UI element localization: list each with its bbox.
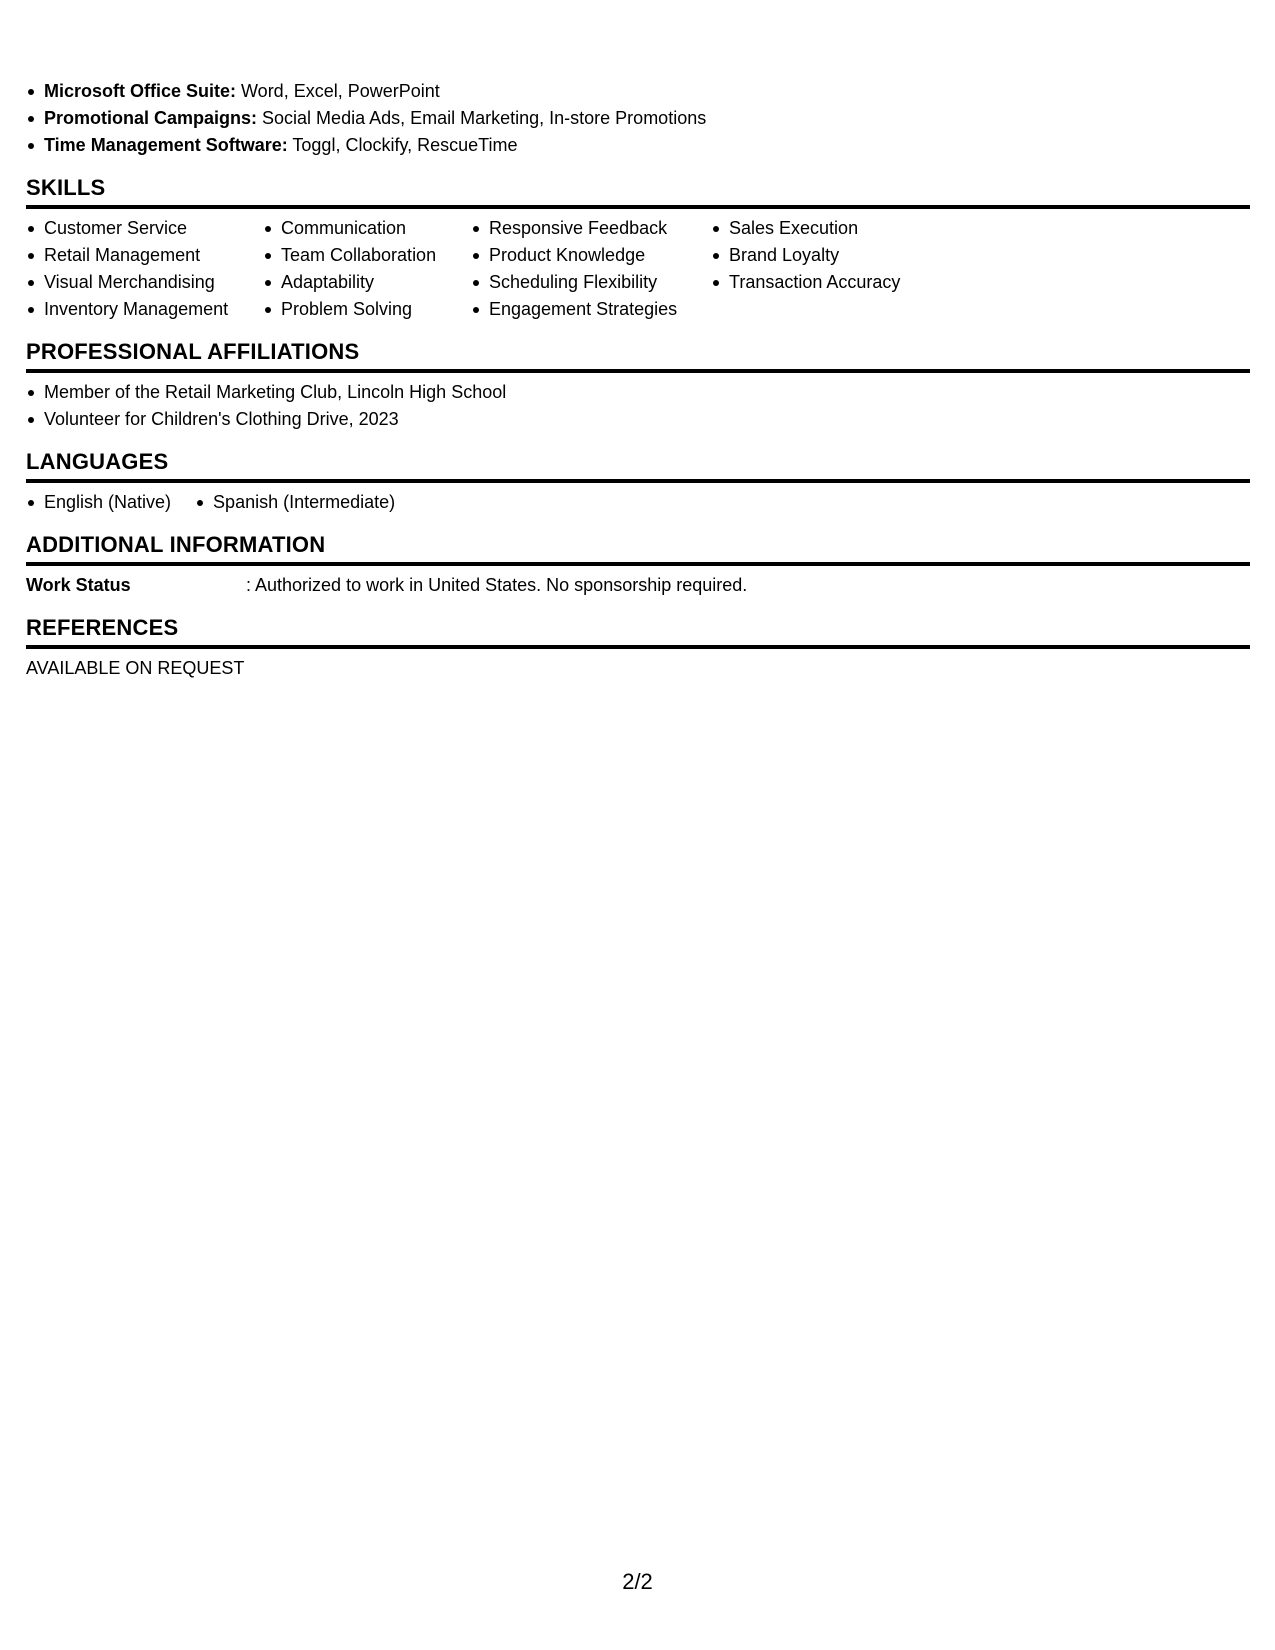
- skill-item: Scheduling Flexibility: [471, 269, 711, 296]
- languages-list: [26, 489, 1250, 516]
- skill-item: Transaction Accuracy: [711, 269, 951, 296]
- language-item: English (Native): [26, 489, 171, 516]
- section-heading: ADDITIONAL INFORMATION: [26, 532, 1250, 566]
- skill-item: Product Knowledge: [471, 242, 711, 269]
- skill-item: Adaptability: [263, 269, 471, 296]
- skill-item: Responsive Feedback: [471, 215, 711, 242]
- list-item: [26, 78, 1250, 105]
- work-status-row: [26, 572, 1250, 599]
- skill-item: Customer Service: [26, 215, 263, 242]
- skills-column: [26, 215, 263, 323]
- tool-term: Microsoft Office Suite:: [44, 81, 237, 101]
- affiliations-section: [26, 339, 1250, 433]
- list-item: Volunteer for Children's Clothing Drive, 2023: [26, 406, 1250, 433]
- references-text: AVAILABLE ON REQUEST: [26, 658, 245, 678]
- tool-term: Time Management Software:: [44, 135, 288, 155]
- list-item: Member of the Retail Marketing Club, Lincoln High School: [26, 379, 1250, 406]
- skills-grid: [26, 215, 1250, 323]
- work-status-value: : Authorized to work in United States. No sponsorship required.: [246, 575, 748, 595]
- skill-item: Visual Merchandising: [26, 269, 263, 296]
- skills-column: [263, 215, 471, 323]
- skill-item: Brand Loyalty: [711, 242, 951, 269]
- skills-column: [711, 215, 951, 323]
- skill-item: Inventory Management: [26, 296, 263, 323]
- skills-column: [471, 215, 711, 323]
- skill-item: Problem Solving: [263, 296, 471, 323]
- list-item: [26, 132, 1250, 159]
- section-heading: LANGUAGES: [26, 449, 1250, 483]
- tool-detail: Social Media Ads, Email Marketing, In-store Promotions: [257, 108, 707, 128]
- languages-section: [26, 449, 1250, 516]
- language-item: Spanish (Intermediate): [195, 489, 395, 516]
- additional-info-section: [26, 532, 1250, 599]
- section-heading: SKILLS: [26, 175, 1250, 209]
- skill-item: Retail Management: [26, 242, 263, 269]
- work-status-label: Work Status: [26, 575, 131, 595]
- skill-item: Sales Execution: [711, 215, 951, 242]
- skill-item: Team Collaboration: [263, 242, 471, 269]
- tool-term: Promotional Campaigns:: [44, 108, 258, 128]
- tool-detail: Toggl, Clockify, RescueTime: [287, 135, 518, 155]
- tool-detail: Word, Excel, PowerPoint: [236, 81, 440, 101]
- list-item: [26, 105, 1250, 132]
- tools-list: [26, 78, 1250, 159]
- section-heading: REFERENCES: [26, 615, 1250, 649]
- skill-item: Engagement Strategies: [471, 296, 711, 323]
- section-heading: PROFESSIONAL AFFILIATIONS: [26, 339, 1250, 373]
- page-number: 2/2: [622, 1569, 653, 1594]
- skills-section: [26, 175, 1250, 323]
- references-section: [26, 615, 1250, 682]
- resume-page: [26, 78, 1250, 682]
- affiliations-list: [26, 379, 1250, 433]
- skill-item: Communication: [263, 215, 471, 242]
